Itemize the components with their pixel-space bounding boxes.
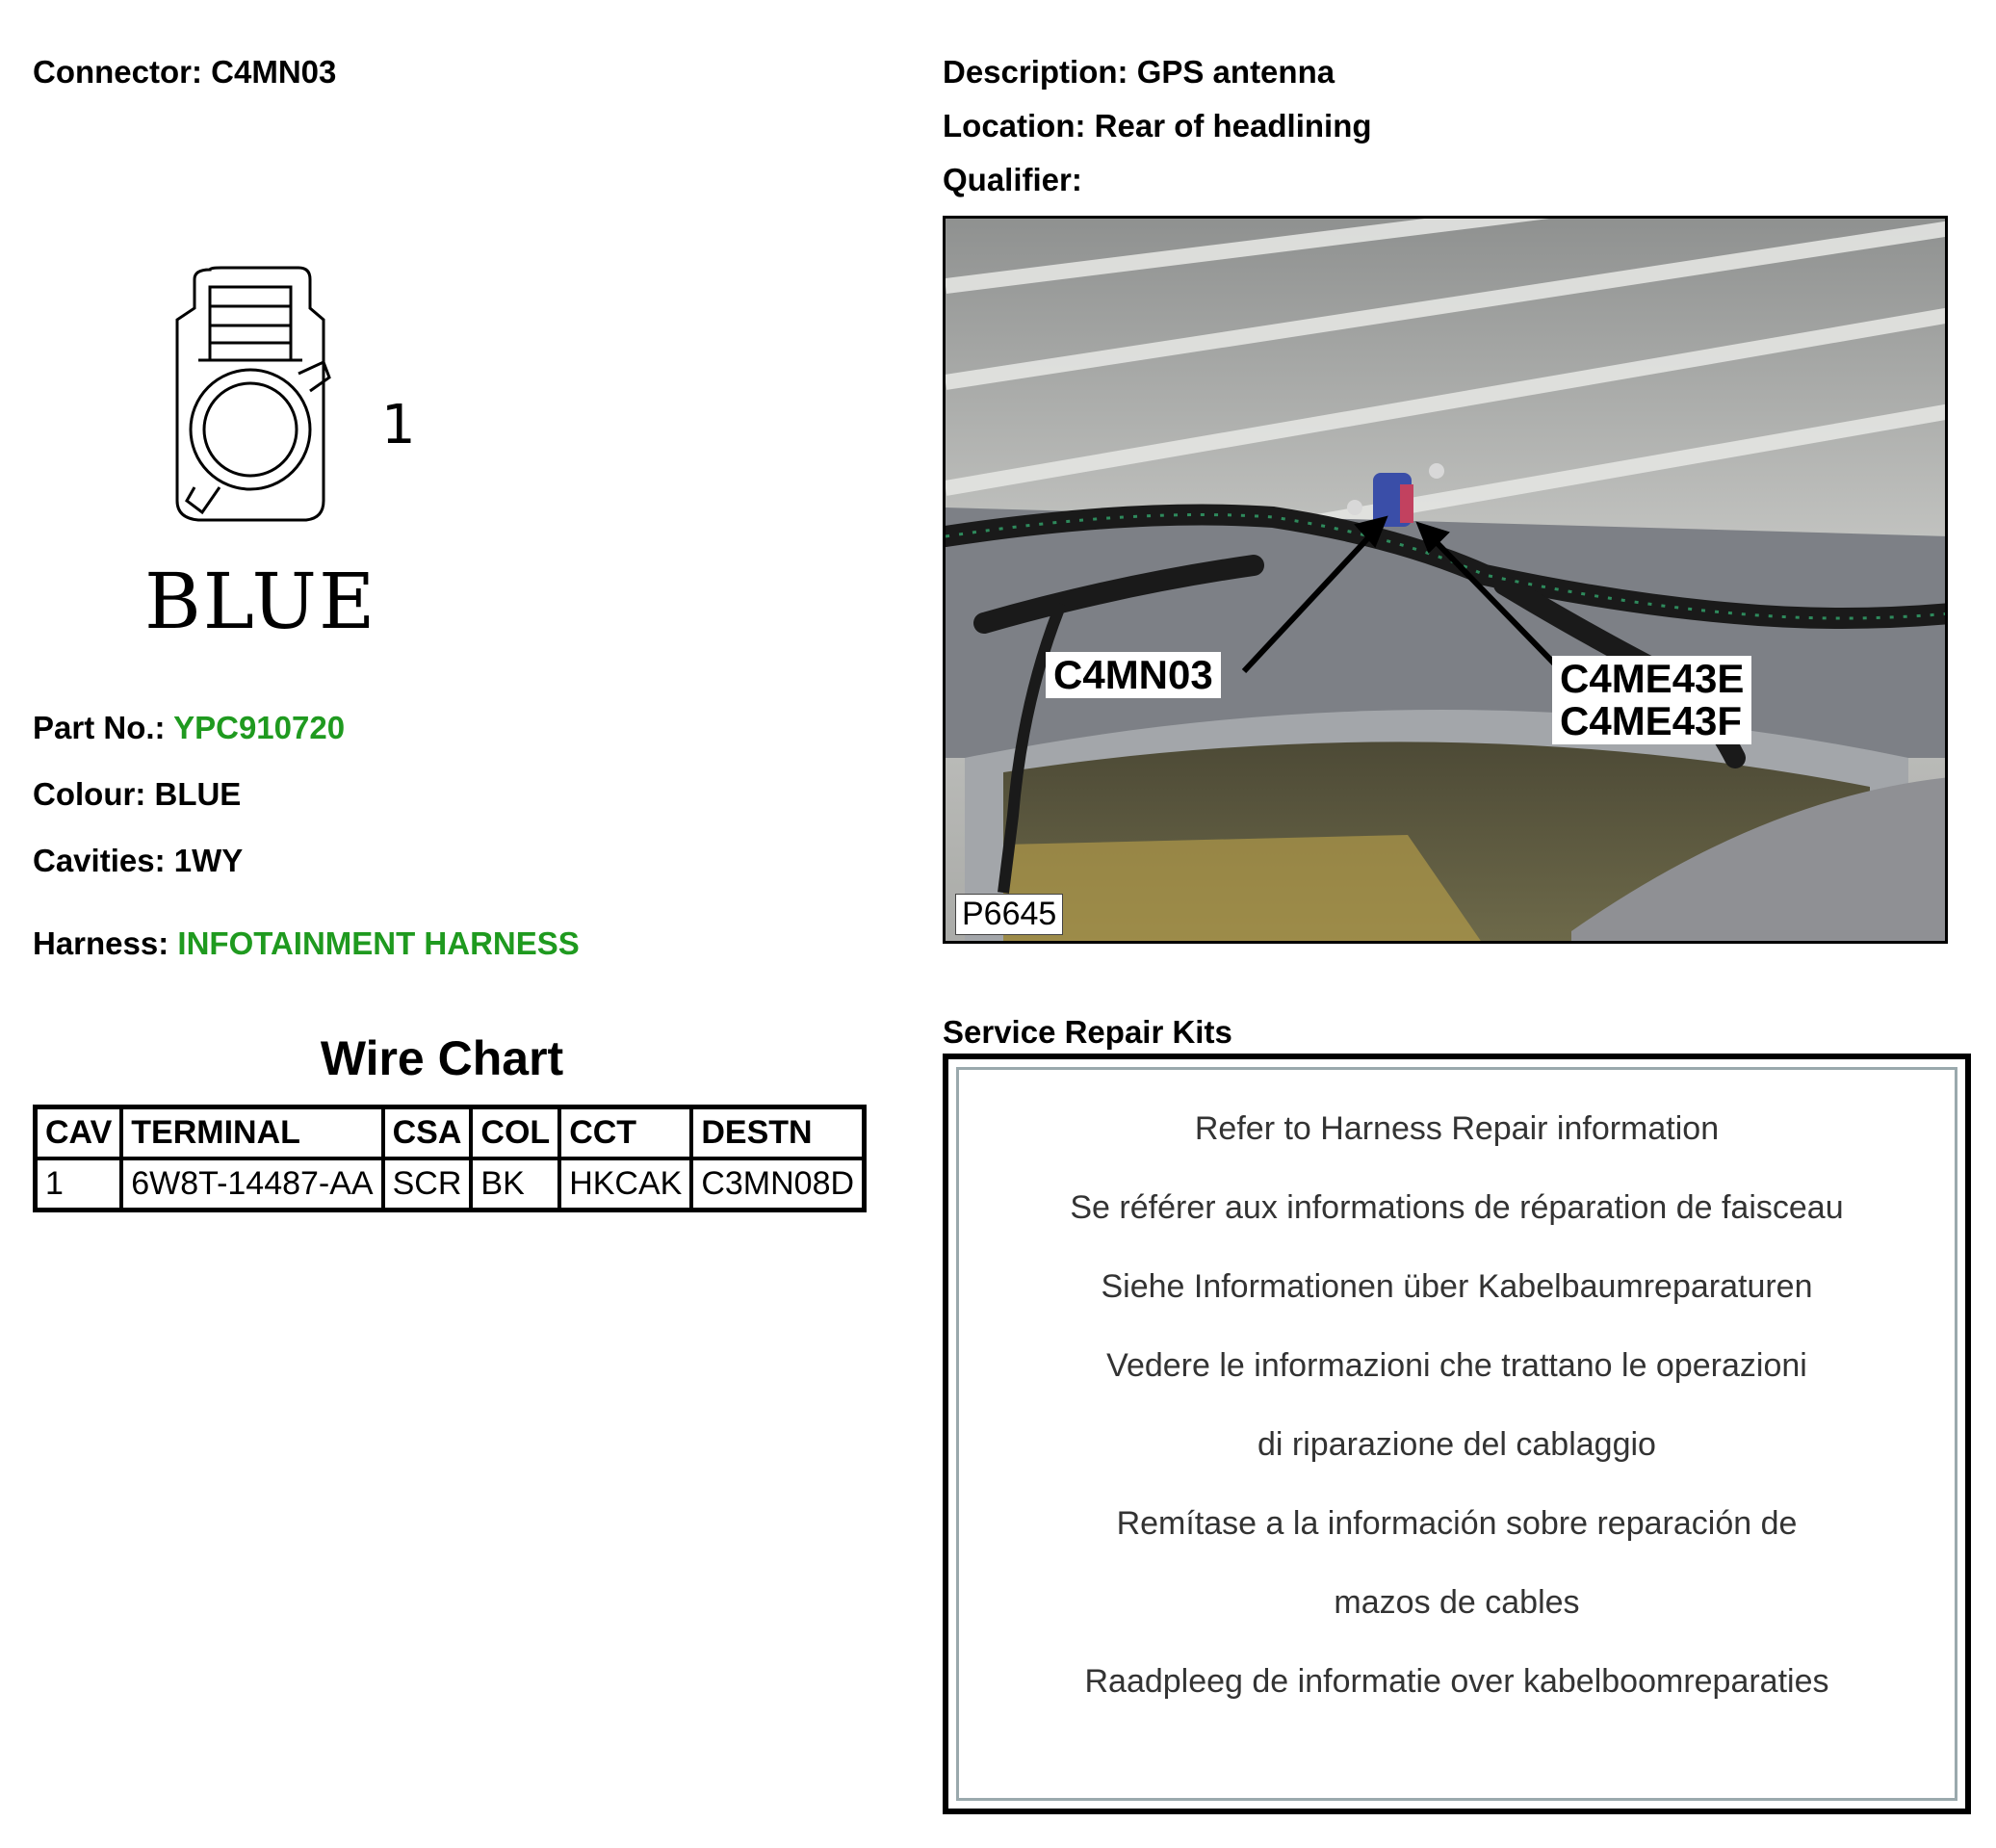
location-photo xyxy=(943,216,1948,944)
repair-info-line-nl: Raadpleeg de informatie over kabelboomreparaties xyxy=(1084,1663,1829,1700)
table-row xyxy=(36,1158,865,1210)
cell-terminal: 6W8T-14487-AA xyxy=(121,1158,382,1210)
connector-value: C4MN03 xyxy=(211,54,337,90)
location-value: Rear of headlining xyxy=(1094,108,1372,143)
location-photo-illustration xyxy=(946,219,1948,944)
repair-info-line-fr: Se référer aux informations de réparation de faisceau xyxy=(1070,1189,1844,1226)
repair-info-line-en: Refer to Harness Repair information xyxy=(1194,1110,1720,1147)
harness-field xyxy=(33,925,580,962)
colour-value: BLUE xyxy=(154,776,242,812)
service-repair-kits-box xyxy=(943,1054,1971,1814)
connector-field xyxy=(33,54,336,91)
header-col: COL xyxy=(471,1107,559,1159)
part-no-field xyxy=(33,710,345,746)
part-no-link[interactable]: YPC910720 xyxy=(173,710,346,745)
description-field xyxy=(943,54,1335,91)
header-terminal: TERMINAL xyxy=(121,1107,382,1159)
connector-face-diagram xyxy=(164,260,424,539)
cavities-field xyxy=(33,843,243,879)
wire-chart-table xyxy=(33,1105,867,1212)
cell-cav: 1 xyxy=(36,1158,122,1210)
cell-cct: HKCAK xyxy=(559,1158,691,1210)
location-label: Location: xyxy=(943,108,1086,143)
cell-col: BK xyxy=(471,1158,559,1210)
header-destn: DESTN xyxy=(691,1107,864,1159)
description-value: GPS antenna xyxy=(1136,54,1335,90)
service-repair-kits-title: Service Repair Kits xyxy=(943,1014,1232,1050)
header-csa: CSA xyxy=(383,1107,472,1159)
qualifier-field xyxy=(943,162,1082,198)
repair-info-line-it-2: di riparazione del cablaggio xyxy=(1257,1426,1656,1463)
wire-chart-title: Wire Chart xyxy=(320,1031,564,1085)
repair-info-line-de: Siehe Informationen über Kabelbaumreparaturen xyxy=(1101,1268,1813,1305)
part-no-label: Part No.: xyxy=(33,710,166,745)
description-label: Description: xyxy=(943,54,1128,90)
cell-csa: SCR xyxy=(383,1158,472,1210)
cell-destn: C3MN08D xyxy=(691,1158,864,1210)
cavities-label: Cavities: xyxy=(33,843,166,878)
header-cct: CCT xyxy=(559,1107,691,1159)
qualifier-label: Qualifier: xyxy=(943,162,1082,197)
colour-label: Colour: xyxy=(33,776,146,812)
harness-label: Harness: xyxy=(33,925,169,961)
connector-colour-text: BLUE xyxy=(144,557,377,646)
repair-info-line-es-2: mazos de cables xyxy=(1334,1584,1580,1621)
photo-callout-c4mn03: C4MN03 xyxy=(1046,652,1221,698)
header-cav: CAV xyxy=(36,1107,122,1159)
repair-info-line-es-1: Remítase a la información sobre reparación de xyxy=(1116,1505,1798,1542)
photo-callout-c4me43f: C4ME43F xyxy=(1560,698,1743,744)
connector-label: Connector: xyxy=(33,54,202,90)
wire-chart-header-row xyxy=(36,1107,865,1159)
harness-link[interactable]: INFOTAINMENT HARNESS xyxy=(177,925,580,961)
photo-callout-c4me43e: C4ME43E xyxy=(1560,656,1745,701)
location-field xyxy=(943,108,1372,144)
repair-info-line-it-1: Vedere le informazioni che trattano le operazioni xyxy=(1106,1347,1807,1384)
cavities-value: 1WY xyxy=(173,843,244,878)
photo-callout-c4me43 xyxy=(1552,656,1751,744)
service-repair-kits-inner-frame xyxy=(956,1067,1957,1801)
colour-field xyxy=(33,776,241,813)
cavity-number-1: 1 xyxy=(381,394,416,456)
photo-reference-code: P6645 xyxy=(955,894,1063,935)
